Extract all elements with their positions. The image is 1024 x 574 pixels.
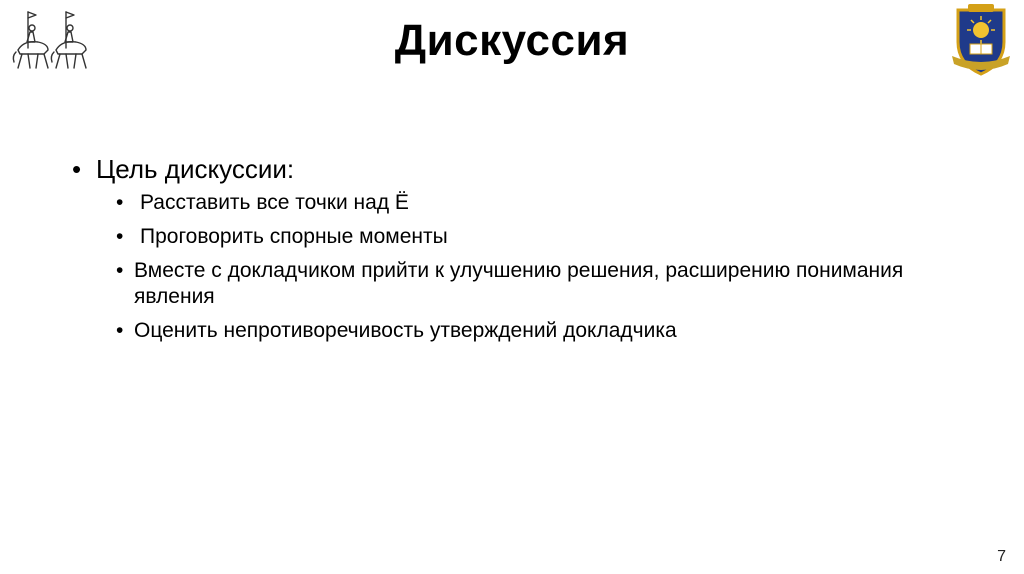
bullet-dot-icon: •: [116, 191, 124, 214]
bullet-list: [72, 152, 952, 352]
sub-bullet-item: [116, 318, 952, 344]
bullet-item-level1: [72, 152, 952, 186]
slide-title: Дискуссия: [394, 16, 630, 65]
sub-bullet-text: Расставить все точки над Ё: [140, 191, 409, 214]
sub-bullet-text: Оценить непротиворечивость утверждений докладчика: [134, 319, 677, 342]
sub-bullet-item: [116, 258, 952, 310]
bullet-dot-icon: •: [116, 259, 124, 282]
bullet-dot-icon: •: [72, 154, 82, 184]
bullet-dot-icon: •: [116, 319, 124, 342]
bullet-text: Цель дискуссии:: [96, 154, 295, 184]
sub-bullet-item: [116, 224, 952, 250]
bullet-dot-icon: •: [116, 225, 124, 248]
page-number: 7: [997, 548, 1006, 565]
sub-bullet-text: Проговорить спорные моменты: [140, 225, 448, 248]
sub-bullet-item: [116, 190, 952, 216]
sub-bullet-text: Вместе с докладчиком прийти к улучшению решения, расширению понимания явления: [134, 259, 904, 308]
university-crest-icon: [952, 2, 1010, 78]
